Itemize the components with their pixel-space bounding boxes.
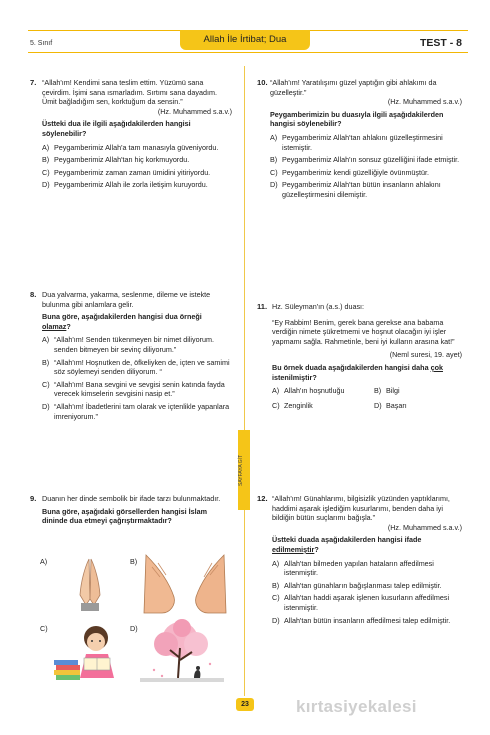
side-tag: SAYFAYA GİT [238,430,250,510]
option-letter: A) [270,132,278,142]
question-11 [257,302,462,413]
grade-label: 5. Sınıf [30,40,53,47]
option-text: Peygamberimiz Allah'tan ahlakını güzelleştirmesini istemiştir. [282,132,443,152]
option-text: Başarı [386,400,407,410]
option-c[interactable] [272,401,374,411]
attribution: (Hz. Muhammed s.a.v.) [387,522,462,532]
question-text: Duanın her dinde sembolik bir ifade tarzı bulunmaktadır. [42,494,221,503]
option-a[interactable] [270,133,462,152]
option-letter: C) [42,167,50,177]
open-palms-image[interactable] [140,553,230,615]
option-letter: B) [272,580,280,590]
quote-text: “Ey Rabbim! Benim, gerek bana gerekse ana babama verdiğin nimete şükretmemi ve hoşnut olacağın iyi işler yapmamı sağla. Rahmetinle, beni iyi kulların arasına kat!” [272,317,455,346]
option-letter: D) [42,180,50,190]
option-letter: D) [270,180,278,190]
option-letter: B) [42,357,50,367]
option-a-label[interactable]: A) [40,557,48,566]
option-b[interactable] [270,155,462,165]
question-text: “Allah'ım! Yaratılışımı güzel yaptığın gibi ahlakımı da güzelleştir.” [270,78,437,97]
option-text: Peygamberimiz Allah ile zorla iletişim kuruyordu. [54,180,208,190]
option-text: Allah'tan haddi aşarak işlenen kusurların affedilmesi istenmiştir. [284,593,450,612]
praying-hands-image[interactable] [72,555,108,613]
page-number: 23 [236,698,254,711]
option-text: Peygamberimiz kendi güzelliğiyle övünmüştür. [282,167,430,177]
option-b[interactable] [374,386,454,396]
option-c[interactable] [42,168,232,178]
question-text: Hz. Süleyman'ın (a.s.) duası: [272,302,365,311]
option-a[interactable] [42,335,232,354]
page-title: Allah İle İrtibat; Dua [180,30,310,50]
option-d-label[interactable]: D) [130,624,138,633]
question-text: Dua yalvarma, yakarma, seslenme, dileme ve istekte bulunma gibi anlamlara gelir. [42,290,211,309]
option-letter: A) [42,142,50,152]
option-text: Zenginlik [284,400,313,410]
prompt-text: Bu örnek duada aşağıdakilerden hangisi daha [272,362,431,372]
attribution: (Hz. Muhammed s.a.v.) [157,106,232,116]
question-prompt: Buna göre, aşağıdaki görsellerden hangisi İslam dininde dua etmeyi çağrıştırmaktadır? [42,506,207,526]
option-text: Allah'tan günahların bağışlanması talep edilmiştir. [284,580,442,590]
option-letter: C) [272,400,280,410]
option-letter: C) [270,167,278,177]
prompt-emphasis: çok [430,362,443,372]
option-text: Peygamberimiz Allah'tan bütün insanların ahlakını güzelleştirmesini dilemiştir. [282,180,441,199]
prompt-text: Üstteki duada aşağıdakilerden hangisi ifade [272,535,422,545]
option-d[interactable] [42,180,232,190]
option-d[interactable] [272,616,462,626]
option-a[interactable] [272,559,462,578]
question-number: 12. [257,494,268,503]
option-c-label[interactable]: C) [40,624,48,633]
option-letter: C) [42,379,50,389]
child-reading-image[interactable] [52,620,122,684]
question-number: 11. [257,302,268,311]
option-text: “Allah'ım! İbadetlerini tam olarak ve içtenlikle yapanlara imreniyorum.” [54,401,230,421]
option-c[interactable] [270,168,462,178]
question-9 [30,494,232,530]
option-b-label[interactable]: B) [130,557,138,566]
option-a[interactable] [42,143,232,153]
option-letter: A) [272,386,280,396]
options-grid [272,386,462,413]
question-prompt [272,535,462,554]
option-text: Peygamberimiz zaman zaman ümidini yitiriyordu. [54,167,211,177]
option-d[interactable] [42,402,232,421]
question-prompt: Üstteki dua ile ilgili aşağıdakilerden hangisi söylenebilir? [42,119,191,138]
watermark: kırtasiyekalesi [296,697,417,716]
question-12 [257,494,462,628]
blossom-tree-image[interactable] [140,618,224,684]
option-b[interactable] [42,358,232,377]
question-8 [30,290,232,424]
prompt-text: ? [66,321,71,331]
option-text: Peygamberimiz Allah'ın sonsuz güzelliğini ifade etmiştir. [282,155,460,165]
question-text: “Allah'ım! Günahlarımı, bilgisizlik yüzünden yaptıklarımı, haddimi aşarak işlediğim kusurlarımı, benden daha iyi bildiğin bütün suçlarımı bağışla.” [272,494,450,523]
question-text: “Allah'ım! Kendimi sana teslim ettim. Yüzümü sana çevirdim. İşimi sana ısmarladım. Sırtımı sana dayadım. Ümit bağladığım sen, korktuğum da sensin.” [42,78,217,107]
question-number: 10. [257,78,268,87]
option-b[interactable] [42,155,232,165]
question-number: 8. [30,290,37,299]
question-number: 9. [30,494,37,503]
prompt-text: Buna göre, aşağıdakilerden hangisi dua örneği [42,312,202,322]
option-text: Peygamberimiz Allah'a tam manasıyla güveniyordu. [54,142,219,152]
option-a[interactable] [272,386,374,396]
attribution: (Neml suresi, 19. ayet) [389,350,462,360]
option-text: Allah'tan bilmeden yapılan hataların affedilmesi istenmiştir. [284,558,434,578]
option-c[interactable] [42,380,232,399]
option-text: “Allah'ım! Senden tükenmeyen bir nimet diliyorum. senden bitmeyen bir sevinç diliyorum.” [54,335,214,354]
option-text: “Allah'ım! Hoşnutken de, öfkeliyken de, içten ve samimi söz söylemeyi senden diliyorum. “ [54,357,230,377]
question-10 [257,78,462,203]
option-letter: A) [272,558,280,568]
option-letter: A) [42,335,50,345]
prompt-text: istenilmiştir? [272,372,317,382]
prompt-text: ? [314,544,319,554]
option-text: Peygamberimiz Allah'tan hiç korkmuyordu. [54,155,190,165]
attribution: (Hz. Muhammed s.a.v.) [387,97,462,107]
option-letter: B) [374,386,382,396]
option-letter: D) [42,401,50,411]
option-text: Bilgi [386,386,400,396]
question-prompt: Peygamberimizin bu duasıyla ilgili aşağıdakilerden hangisi söylenebilir? [270,109,444,129]
prompt-emphasis: edilmemiştir [272,544,315,554]
option-text: Allah'tan bütün insanların affedilmesi talep edilmiştir. [284,615,451,625]
option-letter: C) [272,593,280,603]
option-d[interactable] [270,180,462,199]
test-number: TEST - 8 [420,37,463,49]
question-7 [30,78,232,193]
option-letter: D) [374,400,382,410]
question-prompt [272,363,462,382]
question-number: 7. [30,78,37,87]
question-prompt [42,312,232,331]
option-letter: D) [272,615,280,625]
option-letter: B) [270,155,278,165]
option-letter: B) [42,155,50,165]
option-text: “Allah'ım! Bana sevgini ve sevgisi senin katında fayda verecek kimselerin sevgisini nasip et.” [54,379,225,399]
header-bottom-line [28,52,468,53]
option-text: Allah'ın hoşnutluğu [284,386,345,396]
option-c[interactable] [272,593,462,612]
option-b[interactable] [272,581,462,591]
prompt-emphasis: olamaz [42,321,67,331]
option-d[interactable] [374,401,454,411]
column-divider [244,66,245,696]
